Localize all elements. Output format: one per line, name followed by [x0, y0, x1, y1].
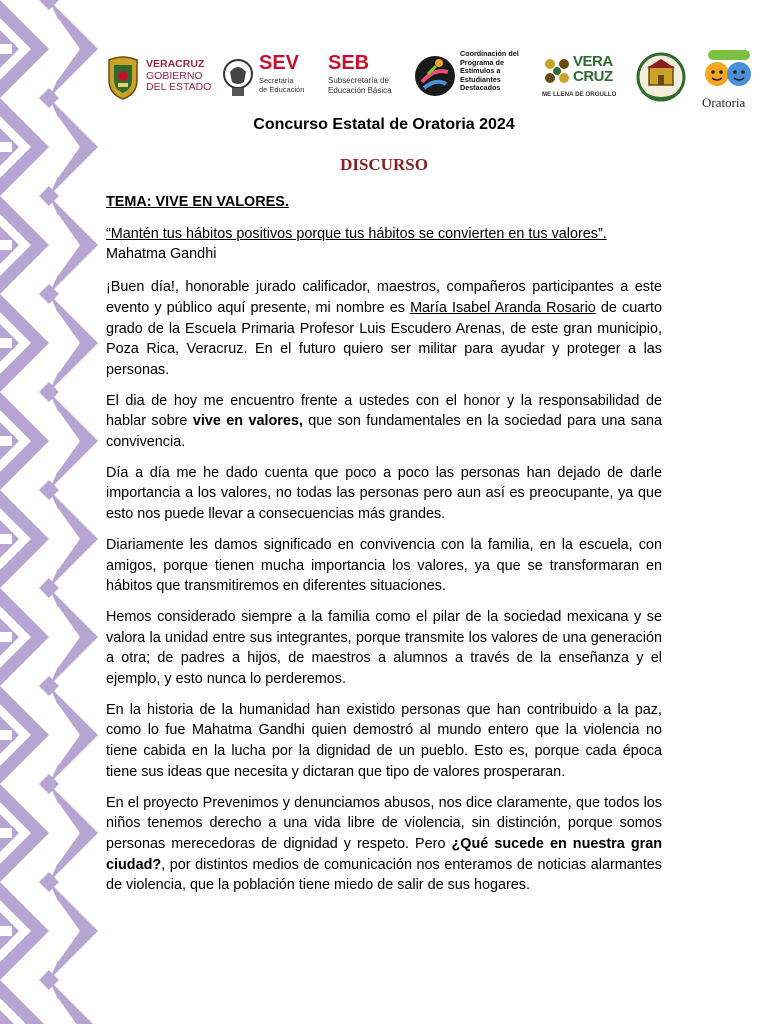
logo-cruz: CRUZ	[573, 68, 613, 85]
logo-school	[636, 48, 690, 110]
logo-seb	[328, 48, 408, 110]
logo-header	[106, 48, 760, 110]
epigraph-author: Mahatma Gandhi	[106, 246, 217, 263]
paragraph-text: ¡Buen día!, honorable jurado calificador, maestros, compañeros participantes a este evento y público aquí presente, mi nombre es	[106, 279, 662, 316]
logo-veracruz-gobierno	[106, 48, 216, 110]
paragraph-text: El dia de hoy me encuentro frente a ustedes con el honor y la responsabilidad de hablar sobre	[106, 392, 662, 430]
logo-vera: VERA	[573, 53, 613, 70]
logo-tagline: ME LLENA DE ORGULLO	[542, 91, 617, 98]
logo-sev-line2: de Educación	[259, 85, 305, 94]
paragraph-text: , por distintos medios de comunicación nos enteramos de noticias alarmantes de violencia, que la población tiene miedo de salir de sus hogares.	[106, 856, 662, 894]
logo-veracruz-line2: GOBIERNO	[146, 70, 203, 82]
state-coat-of-arms-icon	[106, 56, 140, 100]
logo-coordinacion	[414, 48, 542, 110]
logo-sev-acronym: SEV	[259, 52, 300, 74]
logo-veracruz-line1: VERACRUZ	[146, 58, 205, 70]
children-faces-icon	[702, 48, 756, 94]
paragraph: Diariamente les damos significado en convivencia con la familia, en la escuela, con amigos, porque tienen mucha importancia los valores, ya que se transformaran en hábitos que transmitiremos en diferentes situaciones.	[106, 536, 662, 595]
paragraph-text: de cuarto grado de la Escuela Primaria Profesor Luis Escudero Arenas, de este gran municipio, Poza Rica, Veracruz. En el futuro quiero ser militar para ayudar y proteger a las personas.	[106, 299, 662, 378]
topic-emphasis: vive en valores,	[192, 413, 303, 430]
paragraph: Día a día me he dado cuenta que poco a poco las personas han dejado de darle importancia a los valores, no todas las personas pero aun así es preocupante, ya que esto nos puede llevar a consecuencias más grandes.	[106, 464, 662, 523]
logo-veracruz-brand	[542, 48, 624, 110]
logo-coordinacion-line: Estímulos a	[460, 66, 501, 76]
logo-seb-acronym: SEB	[328, 52, 370, 74]
epigraph-quote: “Mantén tus hábitos positivos porque tus hábitos se convierten en tus valores”.	[106, 225, 607, 242]
logo-sev-line1: Secretaría	[259, 76, 294, 85]
speech-body	[106, 192, 662, 906]
school-shield-icon	[636, 52, 686, 106]
question-emphasis: ¿Qué sucede en nuestra gran ciudad?	[106, 835, 663, 873]
paragraph-text: En el proyecto Prevenimos y denunciamos abusos, nos dice claramente, que todos los niños tenemos derecho a una vida libre de violencia, sin distinción, porque somos personas merecedoras de dignidad y respeto. Pero	[106, 794, 662, 852]
logo-coordinacion-line: Coordinación del	[460, 49, 519, 58]
logo-seb-line2: Educación Básica	[328, 86, 392, 95]
paragraph-introduction	[106, 277, 662, 381]
logo-coordinacion-text	[460, 50, 519, 93]
logo-seb-line1: Subsecretaría de	[328, 76, 389, 85]
speaker-name: María Isabel Aranda Rosario	[410, 299, 596, 316]
logo-coordinacion-line: Destacados	[460, 83, 501, 93]
paragraph: En la historia de la humanidad han existido personas que han contribuido a la paz, como lo fue Mahatma Gandhi quien demostró al mundo entero que la violencia no tiene cabida en la lucha por la dignidad de un pueblo. Esto es, porque cada época tiene sus ideas que necesita y dictaran que tipo de valores prosperaran.	[106, 701, 662, 780]
paragraph-topic	[106, 391, 662, 453]
veracruz-knot-icon	[542, 56, 572, 86]
logo-veracruz-line3: DEL ESTADO	[146, 81, 212, 93]
logo-oratoria-label: Oratoria	[702, 95, 746, 110]
epigraph	[106, 224, 662, 265]
logo-coordinacion-line: Estudiantes	[460, 74, 501, 84]
paragraph: Hemos considerado siempre a la familia como el pilar de la sociedad mexicana y se valora la unidad entre sus integrantes, porque transmite los valores de una generación a otra; de padres a hijos, de maestros a alumnos a través de la enseñanza y el ejemplo, y esto nunca lo perderemos.	[106, 608, 662, 688]
document-title: Concurso Estatal de Oratoria 2024	[253, 116, 515, 133]
logo-sev	[222, 48, 318, 110]
decorative-border	[0, 0, 98, 1024]
federal-eagle-emblem-icon	[222, 54, 254, 98]
document-subtitle: DISCURSO	[340, 155, 428, 174]
speech-theme: TEMA: VIVE EN VALORES.	[106, 194, 289, 210]
logo-oratoria	[700, 48, 760, 110]
paragraph-text: que son fundamentales en la sociedad para una sana convivencia.	[106, 413, 662, 451]
logo-coordinacion-line: Programa de	[460, 57, 504, 67]
paragraph-question	[106, 793, 662, 897]
gymnast-emblem-icon	[414, 52, 456, 100]
